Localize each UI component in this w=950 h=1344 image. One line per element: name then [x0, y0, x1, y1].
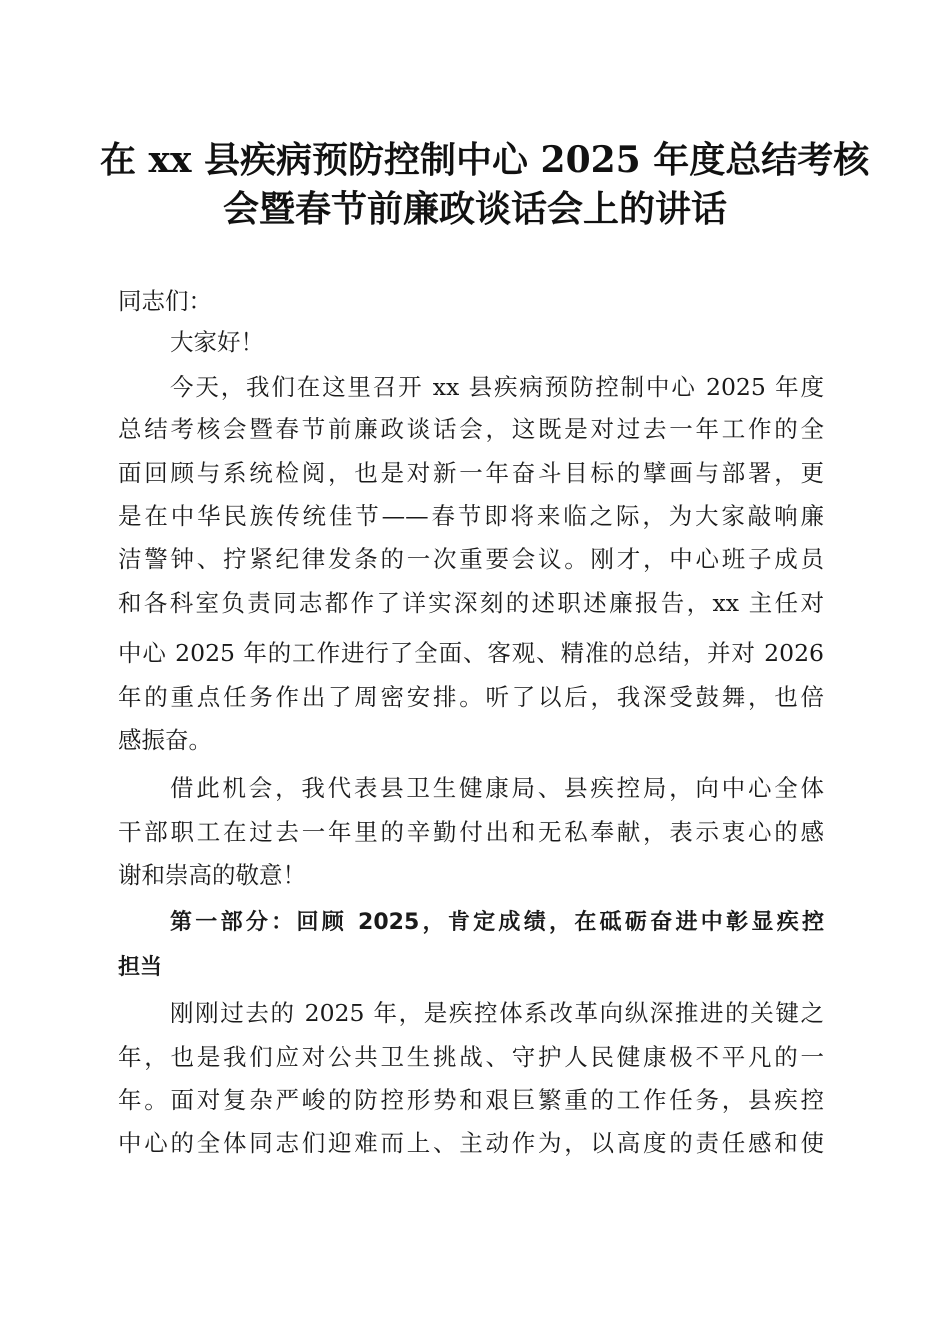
paragraph-3-line: 中心的全体同志们迎难而上、主动作为，以高度的责任感和使	[118, 1129, 824, 1157]
salutation: 同志们：	[118, 287, 212, 315]
document-title-line-2: 会暨春节前廉政谈话会上的讲话	[222, 188, 727, 230]
paragraph-1-line: 感振奋。	[118, 726, 212, 754]
paragraph-2-line: 干部职工在过去一年里的辛勤付出和无私奉献，表示衷心的感	[118, 818, 824, 846]
paragraph-1-line: 洁警钟、拧紧纪律发条的一次重要会议。刚才，中心班子成员	[118, 545, 824, 573]
paragraph-1-line: 是在中华民族传统佳节——春节即将来临之际，为大家敲响廉	[118, 502, 824, 530]
paragraph-1-line: 今天，我们在这里召开 xx 县疾病预防控制中心 2025 年度	[170, 373, 824, 401]
paragraph-1-line: 和各科室负责同志都作了详实深刻的述职述廉报告，xx 主任对	[118, 589, 824, 617]
greeting: 大家好！	[170, 328, 264, 356]
paragraph-3-line: 刚刚过去的 2025 年，是疾控体系改革向纵深推进的关键之	[170, 999, 824, 1027]
section-heading-line: 担当	[118, 955, 163, 980]
document-title-line-1: 在 xx 县疾病预防控制中心 2025 年度总结考核	[100, 139, 870, 181]
paragraph-1-line: 年的重点任务作出了周密安排。听了以后，我深受鼓舞，也倍	[118, 683, 824, 711]
paragraph-1-line: 面回顾与系统检阅，也是对新一年奋斗目标的擘画与部署，更	[118, 459, 824, 487]
paragraph-2-line: 谢和崇高的敬意！	[118, 861, 306, 889]
paragraph-1-line: 总结考核会暨春节前廉政谈话会，这既是对过去一年工作的全	[118, 415, 824, 443]
paragraph-3-line: 年。面对复杂严峻的防控形势和艰巨繁重的工作任务，县疾控	[118, 1086, 824, 1114]
paragraph-3-line: 年，也是我们应对公共卫生挑战、守护人民健康极不平凡的一	[118, 1043, 824, 1071]
section-heading-line: 第一部分：回顾 2025，肯定成绩，在砥砺奋进中彰显疾控	[170, 910, 824, 935]
paragraph-2-line: 借此机会，我代表县卫生健康局、县疾控局，向中心全体	[170, 774, 824, 802]
paragraph-1-line: 中心 2025 年的工作进行了全面、客观、精准的总结，并对 2026	[118, 639, 824, 667]
